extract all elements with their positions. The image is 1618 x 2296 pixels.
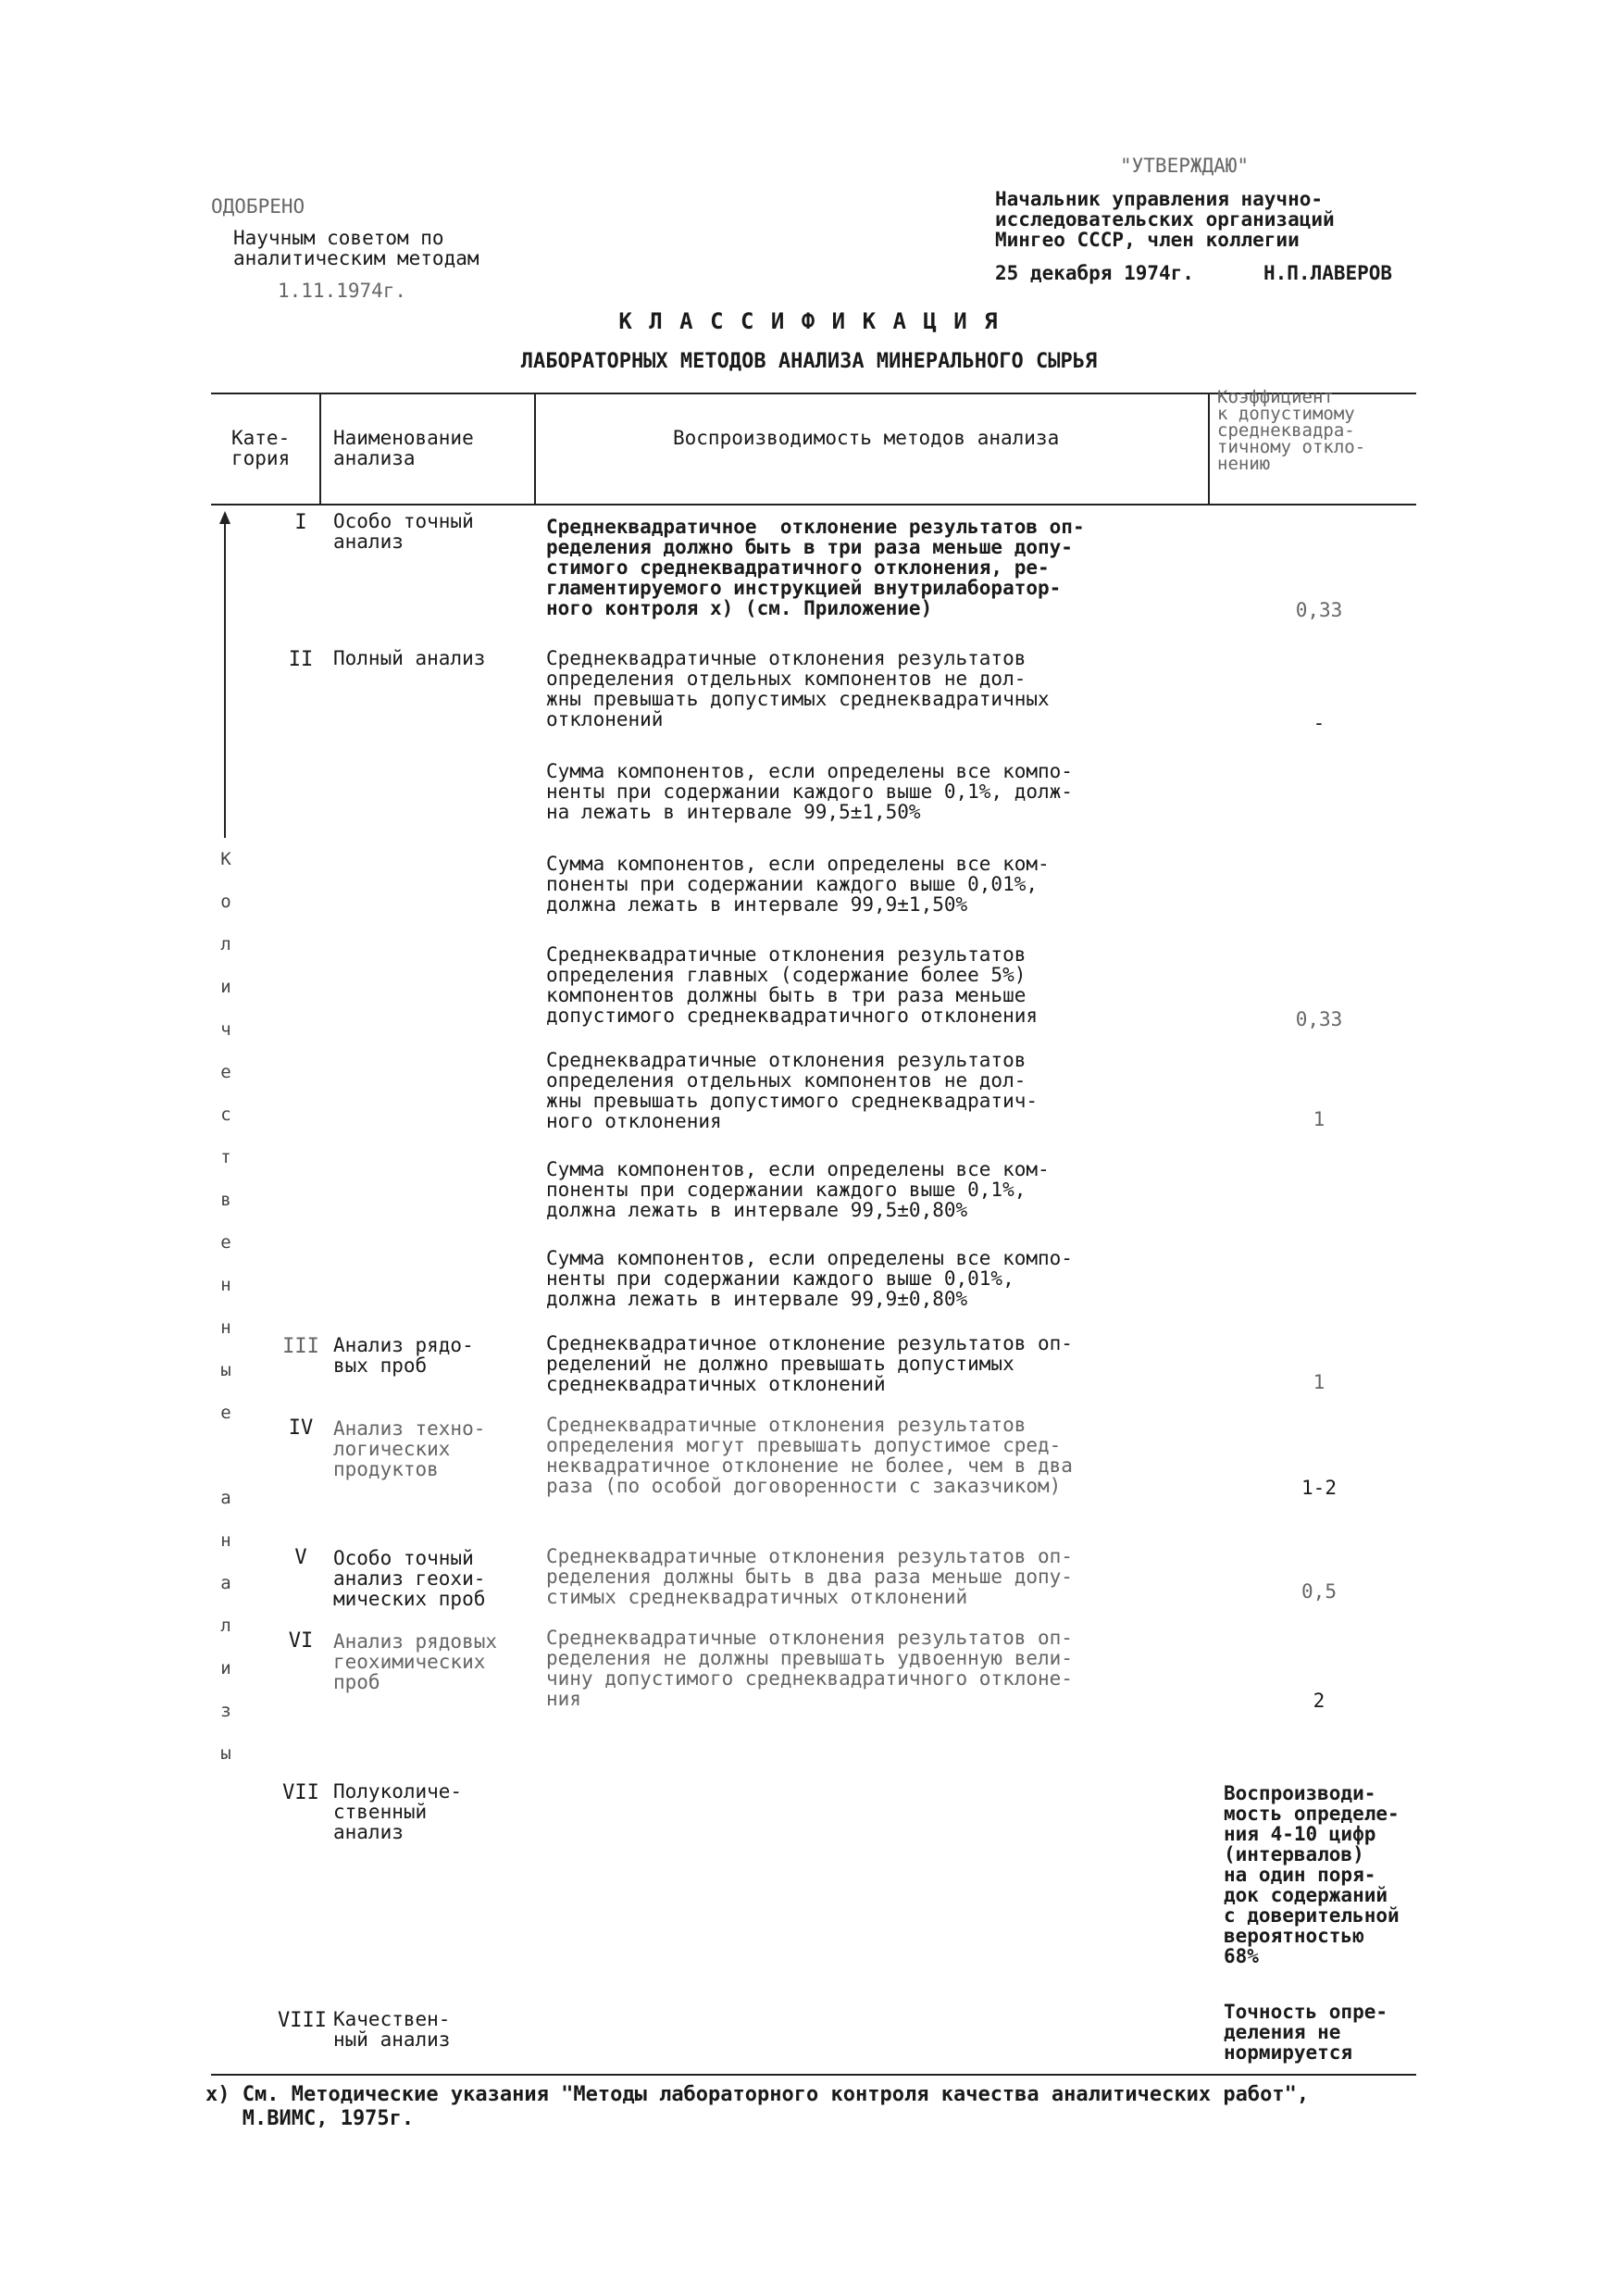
table-bottom-rule (211, 2074, 1416, 2076)
row-6-item-1-text: Среднеквадратичные отклонения результатов оп- ределения не должны превышать удвоенную вели- чину допустимого среднеквадратичного отклоне- ния (546, 1627, 1073, 1710)
row-7-name: Полуколиче- ственный анализ (333, 1780, 463, 1843)
row-4-item-1-text: Среднеквадратичные отклонения результатов определения могут превышать допустимое сред- неквадратичное отклонение не более, чем в два раза (по особой договоренности с заказчиком) (546, 1414, 1073, 1497)
side-label-letter: е (220, 1232, 231, 1253)
approved-right-line2: исследовательских организаций (995, 208, 1335, 231)
page-title: К Л А С С И Ф И К А Ц И Я (618, 308, 1000, 334)
header-divider-1 (319, 393, 321, 504)
side-label-letter: ы (220, 1360, 231, 1380)
header-name: Наименование анализа (333, 427, 474, 469)
row-6-category: VI (288, 1629, 314, 1653)
footnote: х) См. Методические указания "Методы лабораторного контроля качества аналитических работ", М.ВИМС, 1975г. (205, 2083, 1310, 2130)
side-label-letter: ч (220, 1019, 231, 1040)
side-label-letter: с (220, 1104, 231, 1125)
side-label-letter: а (220, 1573, 231, 1593)
row-1-item-1-coef: 0,33 (1295, 599, 1343, 621)
header-coefficient: Коэффициент к допустимому среднеквадра- тичному откло- нению (1217, 387, 1366, 474)
page-subtitle: ЛАБОРАТОРНЫХ МЕТОДОВ АНАЛИЗА МИНЕРАЛЬНОГО СЫРЬЯ (520, 350, 1098, 373)
approved-right-line3: Мингео СССР, член коллегии (995, 229, 1300, 251)
row-5-name: Особо точный анализ геохи- мических проб (333, 1547, 486, 1610)
side-label-letter: н (220, 1530, 231, 1551)
row-3-category: III (282, 1335, 319, 1358)
row-2-item-5-text: Среднеквадратичные отклонения результатов определения отдельных компонентов не дол- жны превышать допустимого среднеквадратич- ного отклонения (546, 1049, 1039, 1132)
side-label-letter: ы (220, 1743, 231, 1764)
approved-right-name: Н.П.ЛАВЕРОВ (1263, 262, 1393, 284)
side-label-letter: о (220, 892, 231, 912)
row-4-category: IV (288, 1416, 314, 1440)
side-label-letter: н (220, 1275, 231, 1295)
row-2-item-4-coef: 0,33 (1295, 1008, 1343, 1030)
row-2-item-2-text: Сумма компонентов, если определены все компо- ненты при содержании каждого выше 0,1%, долж- на лежать в интервале 99,5±1,50% (546, 760, 1073, 823)
header-category: Кате- гория (231, 427, 291, 469)
approved-left-word: ОДОБРЕНО (211, 195, 305, 218)
row-8-item-1-coef: Точность опре- деления не нормируется (1224, 2001, 1388, 2064)
side-label-letter: л (220, 934, 231, 955)
row-2-item-3-text: Сумма компонентов, если определены все ком- поненты при содержании каждого выше 0,01%, должна лежать в интервале 99,9±1,50% (546, 853, 1050, 916)
approved-left-line1: Научным советом по (233, 227, 444, 249)
side-label-letter: т (220, 1147, 231, 1167)
row-1-name: Особо точный анализ (333, 510, 474, 553)
approved-right-word: "УТВЕРЖДАЮ" (1120, 155, 1250, 177)
row-7-category: VII (282, 1781, 319, 1804)
row-5-item-1-text: Среднеквадратичные отклонения результатов оп- ределения должны быть в два раза меньше допу- стимых среднеквадратичных отклонений (546, 1545, 1073, 1608)
row-4-item-1-coef: 1-2 (1301, 1477, 1337, 1499)
side-label-letter: з (220, 1701, 231, 1721)
header-divider-3 (1208, 393, 1210, 504)
side-label-letter: в (220, 1190, 231, 1210)
row-2-item-7-text: Сумма компонентов, если определены все компо- ненты при содержании каждого выше 0,01%, должна лежать в интервале 99,9±0,80% (546, 1247, 1073, 1310)
side-label-letter (218, 1434, 234, 1477)
row-1-item-1-text: Среднеквадратичное отклонение результатов оп- ределения должно быть в три раза меньше допу- стимого среднеквадратичного отклонения, ре- гламентируемого инструкцией внутрилаборатор- ного контроля х) (см. Приложение) (546, 516, 1085, 619)
approved-left-line2: аналитическим методам (233, 247, 479, 269)
side-label-letter: и (220, 977, 231, 997)
side-label-letter: л (220, 1616, 231, 1636)
side-label-letter: и (220, 1658, 231, 1678)
side-label-letter: н (220, 1317, 231, 1338)
side-label-letter: а (220, 1488, 231, 1508)
header-reproducibility: Воспроизводимость методов анализа (673, 427, 1060, 449)
side-label-letter: е (220, 1062, 231, 1082)
table-header-rule (211, 504, 1416, 505)
row-3-name: Анализ рядо- вых проб (333, 1334, 474, 1377)
row-6-item-1-coef: 2 (1313, 1690, 1326, 1712)
row-8-name: Качествен- ный анализ (333, 2008, 451, 2051)
approved-right-date: 25 декабря 1974г. (995, 262, 1194, 284)
approved-left-date: 1.11.1974г. (278, 280, 407, 302)
row-3-item-1-coef: 1 (1313, 1371, 1326, 1393)
row-2-item-6-text: Сумма компонентов, если определены все ком- поненты при содержании каждого выше 0,1%, должна лежать в интервале 99,5±0,80% (546, 1158, 1050, 1221)
row-3-item-1-text: Среднеквадратичное отклонение результатов оп- ределений не должно превышать допустимых среднеквадратичных отклонений (546, 1332, 1073, 1395)
row-5-category: V (294, 1546, 307, 1569)
row-2-category: II (288, 648, 314, 671)
side-label-quantitative (218, 838, 234, 1775)
row-5-item-1-coef: 0,5 (1301, 1580, 1337, 1603)
row-8-category: VIII (278, 2009, 327, 2032)
side-label-text (218, 838, 234, 1775)
row-2-item-4-text: Среднеквадратичные отклонения результатов определения главных (содержание более 5%) компонентов должны быть в три раза меньше допустимого среднеквадратичного отклонения (546, 943, 1039, 1027)
side-label-letter: К (220, 849, 231, 869)
side-label-letter: е (220, 1403, 231, 1423)
row-2-item-5-coef: 1 (1313, 1108, 1326, 1130)
header-divider-2 (534, 393, 536, 504)
row-6-name: Анализ рядовых геохимических проб (333, 1630, 498, 1693)
row-2-item-1-coef: - (1313, 712, 1326, 734)
row-1-category: I (294, 511, 307, 534)
row-2-name: Полный анализ (333, 647, 486, 669)
row-7-item-1-coef: Воспроизводи- мость определе- ния 4-10 цифр (интервалов) на один поря- док содержаний с доверительной вероятностью 68% (1224, 1782, 1400, 1967)
row-4-name: Анализ техно- логических продуктов (333, 1417, 486, 1480)
row-2-item-1-text: Среднеквадратичные отклонения результатов определения отдельных компонентов не дол- жны превышать допустимых среднеквадратичных отклонений (546, 647, 1050, 730)
approved-right-line1: Начальник управления научно- (995, 188, 1324, 210)
